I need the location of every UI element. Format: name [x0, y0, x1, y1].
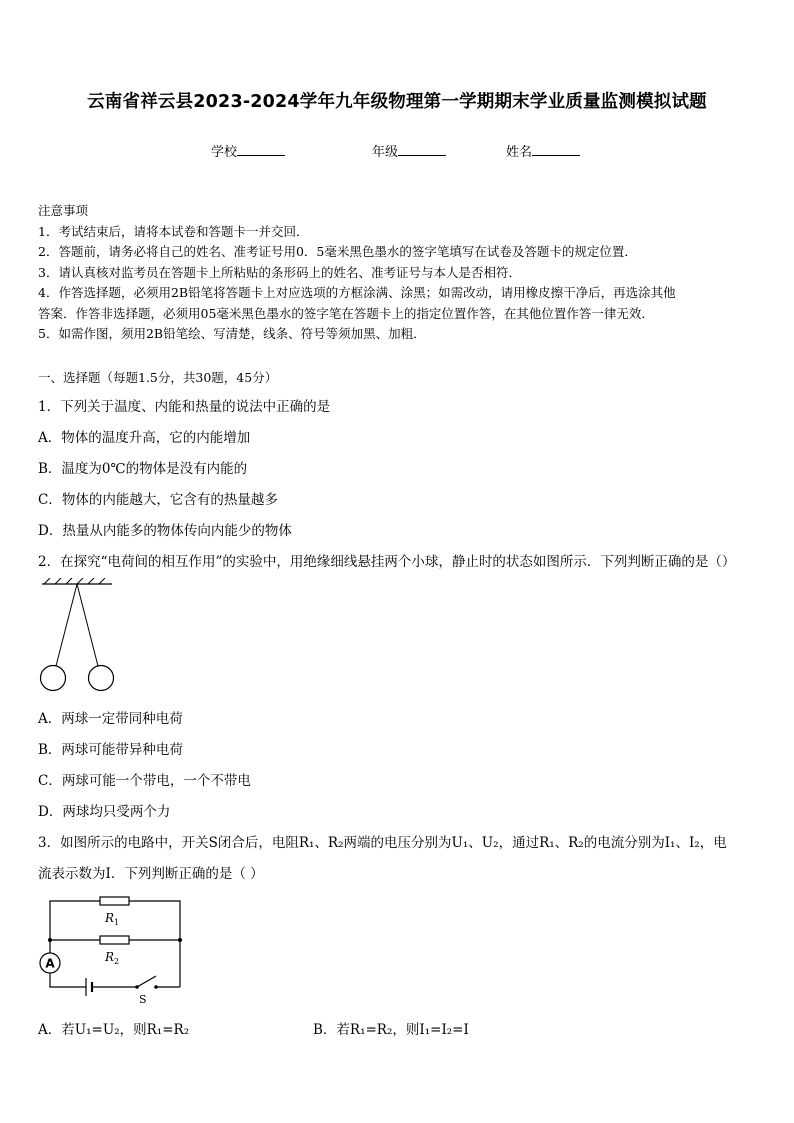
notice-item: 2．答题前，请务必将自己的姓名、准考证号用0．5毫米黑色墨水的签字笔填写在试卷及答题卡的规定位置． [38, 244, 637, 259]
q2-option-c[interactable]: C．两球可能一个带电，一个不带电 [38, 773, 251, 789]
section-heading: 一、选择题（每题1.5分，共30题，45分） [38, 370, 278, 385]
q1-option-a[interactable]: A．物体的温度升高，它的内能增加 [38, 430, 251, 446]
support-hatching [44, 578, 105, 584]
grade-field[interactable] [372, 141, 446, 160]
switch-blade [137, 976, 156, 987]
notice-item: 4．作答选择题，必须用2B铅笔将答题卡上对应选项的方框涂满、涂黑；如需改动，请用橡皮擦干净后，再选涂其他 [38, 285, 676, 300]
school-blank [237, 143, 285, 156]
circuit-diagram [38, 892, 188, 1007]
junction-right [178, 938, 182, 942]
q2-stem: 2．在探究“电荷间的相互作用”的实验中，用绝缘细线悬挂两个小球，静止时的状态如图所示．下列判断正确的是（） [38, 554, 736, 570]
name-label: 姓名 [506, 145, 533, 160]
notice-block [38, 201, 758, 345]
q1-option-b[interactable]: B．温度为0℃的物体是没有内能的 [38, 461, 248, 477]
name-field[interactable] [506, 141, 580, 160]
wire-bottom-left [50, 973, 84, 987]
school-label: 学校 [211, 145, 238, 160]
ammeter-label: A [45, 956, 55, 971]
switch-label: S [139, 993, 147, 1006]
exam-title: 云南省祥云县2023-2024学年九年级物理第一学期期末学业质量监测模拟试题 [87, 92, 707, 112]
q3-option-b[interactable]: B．若R₁=R₂，则I₁=I₂=I [313, 1022, 469, 1038]
resistor-r1 [100, 897, 129, 905]
q2-option-a[interactable]: A．两球一定带同种电荷 [38, 711, 183, 727]
notice-item: 5．如需作图，须用2B铅笔绘、写清楚，线条、符号等须加黑、加粗． [38, 326, 426, 341]
grade-label: 年级 [372, 145, 399, 160]
thread-left [56, 584, 77, 666]
notice-item: 答案．作答非选择题，必须用05毫米黑色墨水的签字笔在答题卡上的指定位置作答，在其他位置作答一律无效． [38, 305, 654, 321]
notice-item: 1．考试结束后，请将本试卷和答题卡一并交回． [38, 223, 309, 239]
q3-stem-line2: 流表示数为I．下列判断正确的是（ ） [38, 866, 264, 882]
switch-pivot [135, 985, 139, 989]
junction-left [48, 938, 52, 942]
ball-left [41, 666, 66, 691]
q1-option-d[interactable]: D．热量从内能多的物体传向内能少的物体 [38, 523, 292, 539]
pendulum-diagram [38, 578, 128, 696]
resistor-r2 [100, 936, 129, 944]
r1-label: $R_1$ [105, 911, 120, 927]
q1-option-c[interactable]: C．物体的内能越大，它含有的热量越多 [38, 492, 278, 508]
switch-contact [154, 985, 158, 989]
school-field[interactable] [211, 141, 285, 160]
q2-option-b[interactable]: B．两球可能带异种电荷 [38, 742, 183, 758]
wire-top-right [129, 901, 180, 987]
notice-item: 3．请认真核对监考员在答题卡上所粘贴的条形码上的姓名、准考证号与本人是否相符． [38, 264, 521, 280]
notice-heading: 注意事项 [38, 203, 89, 218]
thread-right [77, 584, 98, 666]
name-blank [532, 143, 580, 156]
wire-top-left [50, 901, 100, 940]
q3-stem-line1: 3．如图所示的电路中，开关S闭合后，电阻R₁、R₂两端的电压分别为U₁、U₂，通过R₁、R₂的电流分别为I₁、I₂，电 [38, 835, 727, 851]
r2-label: $R_2$ [105, 950, 120, 966]
q3-option-a[interactable]: A．若U₁=U₂，则R₁=R₂ [38, 1022, 190, 1038]
ball-right [89, 666, 114, 691]
grade-blank [398, 143, 446, 156]
q1-stem: 1．下列关于温度、内能和热量的说法中正确的是 [38, 399, 331, 415]
q2-option-d[interactable]: D．两球均只受两个力 [38, 804, 171, 820]
